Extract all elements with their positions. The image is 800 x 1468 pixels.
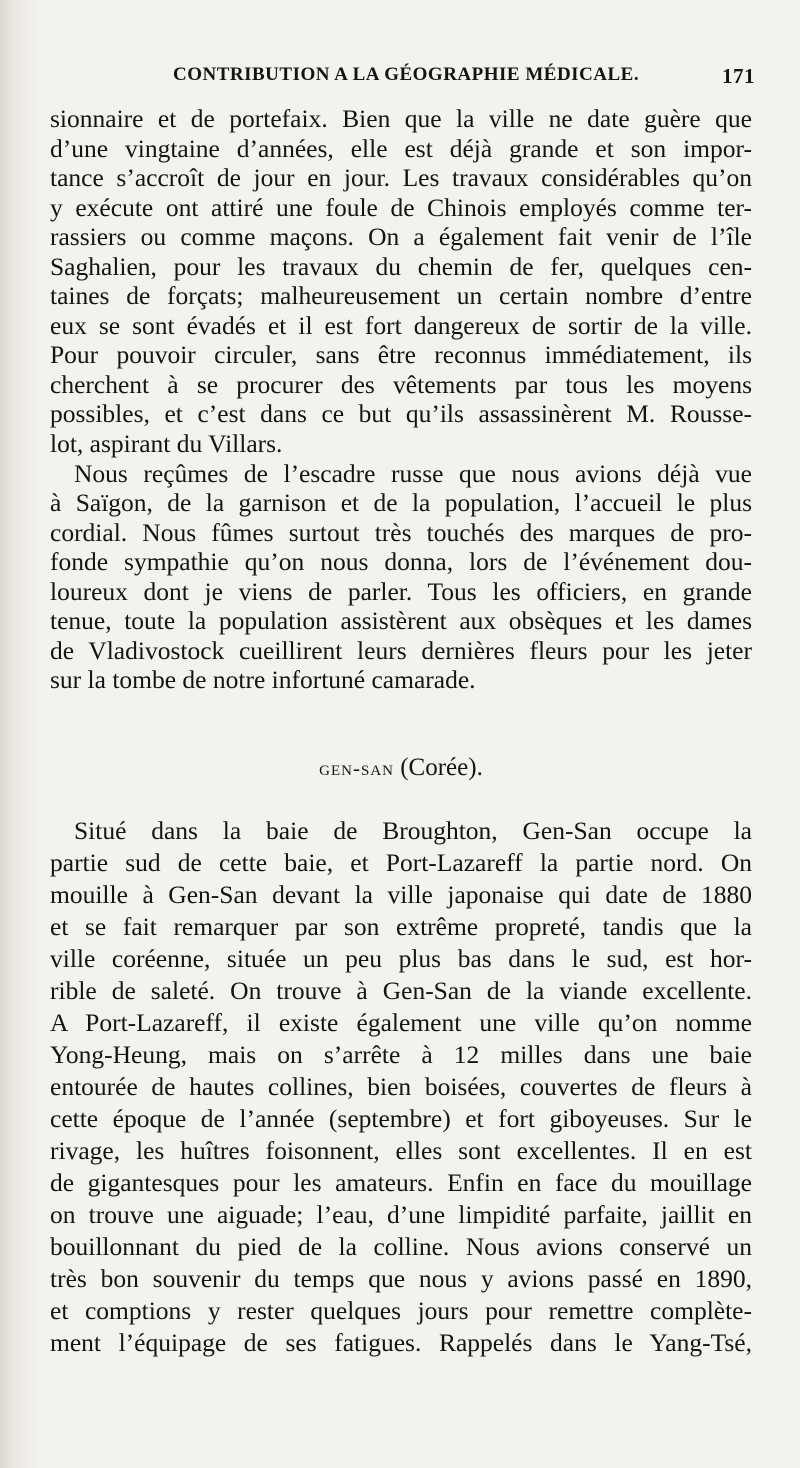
text-line: bouillonnant du pied de la colline. Nous avions conservé un [50,1232,752,1261]
text-line: taines de forçats; malheureusement un certain nombre d’entre [50,281,752,310]
text-line [50,428,752,460]
text-line-part: lot, aspirant du Villars. [50,429,283,458]
paragraph-first-line: Nous reçûmes de l’escadre russe que nous avions déjà vue [74,459,752,488]
text-line: fonde sympathie qu’on nous donna, lors de l’événement dou- [50,547,752,576]
running-head [165,60,755,90]
text-line: d’une vingtaine d’années, elle est déjà grande et son impor- [50,134,752,163]
text-line: tance s’accroît de jour en jour. Les travaux considérables qu’on [50,163,752,192]
running-title: CONTRIBUTION A LA GÉOGRAPHIE MÉDICALE. [173,64,640,85]
text-line: entourée de hautes collines, bien boisées, couvertes de fleurs à [50,1072,752,1101]
page-number: 171 [722,64,755,88]
section-heading-sub: (Corée). [400,754,483,781]
text-line: rible de saleté. On trouve à Gen-San de la viande excellente. [50,976,752,1005]
text-line: ment l’équipage de ses fatigues. Rappelés dans le Yang-Tsé, [50,1328,752,1357]
text-line: sur la tombe de notre infortuné camarade. [50,665,476,694]
text-line: ville coréenne, située un peu plus bas dans le sud, est hor- [50,944,752,973]
text-line: possibles, et c’est dans ce but qu’ils assassinèrent M. Rousse- [50,399,752,428]
text-line: Yong-Heung, mais on s’arrête à 12 milles dans une baie [50,1040,752,1069]
text-line: rassiers ou comme maçons. On a également fait venir de l’île [50,222,752,251]
text-line: Pour pouvoir circuler, sans être reconnus immédiatement, ils [50,340,752,369]
paragraph-first-line: Situé dans la baie de Broughton, Gen-San occupe la [74,816,752,845]
text-line: et comptions y rester quelques jours pour remettre complète- [50,1296,752,1325]
text-line: tenue, toute la population assistèrent aux obsèques et les dames [50,606,752,635]
text-line: on trouve une aiguade; l’eau, d’une limpidité parfaite, jaillit en [50,1200,752,1229]
text-line: A Port-Lazareff, il existe également une ville qu’on nomme [50,1008,752,1037]
section-heading [50,752,752,784]
text-line: partie sud de cette baie, et Port-Lazareff la partie nord. On [50,848,752,877]
text-line: rivage, les huîtres foisonnent, elles sont excellentes. Il en est [50,1136,752,1165]
text-line: Saghalien, pour les travaux du chemin de fer, quelques cen- [50,252,752,281]
text-line: très bon souvenir du temps que nous y avions passé en 1890, [50,1264,752,1293]
section-heading-main: gen-san [319,756,394,780]
text-line: de gigantesques pour les amateurs. Enfin en face du mouillage [50,1168,752,1197]
text-line: loureux dont je viens de parler. Tous les officiers, en grande [50,577,752,606]
text-line: cherchent à se procurer des vêtements par tous les moyens [50,370,752,399]
text-line: eux se sont évadés et il est fort dangereux de sortir de la ville. [50,311,752,340]
text-line: à Saïgon, de la garnison et de la population, l’accueil le plus [50,488,752,517]
text-line: y exécute ont attiré une foule de Chinois employés comme ter- [50,193,752,222]
text-line: et se fait remarquer par son extrême propreté, tandis que la [50,912,752,941]
text-line: cette époque de l’année (septembre) et fort giboyeuses. Sur le [50,1104,752,1133]
text-line: mouille à Gen-San devant la ville japonaise qui date de 1880 [50,880,752,909]
text-line: sionnaire et de portefaix. Bien que la ville ne date guère que [50,104,752,133]
text-line: cordial. Nous fûmes surtout très touchés des marques de pro- [50,518,752,547]
text-line: de Vladivostock cueillirent leurs dernières fleurs pour les jeter [50,636,752,665]
